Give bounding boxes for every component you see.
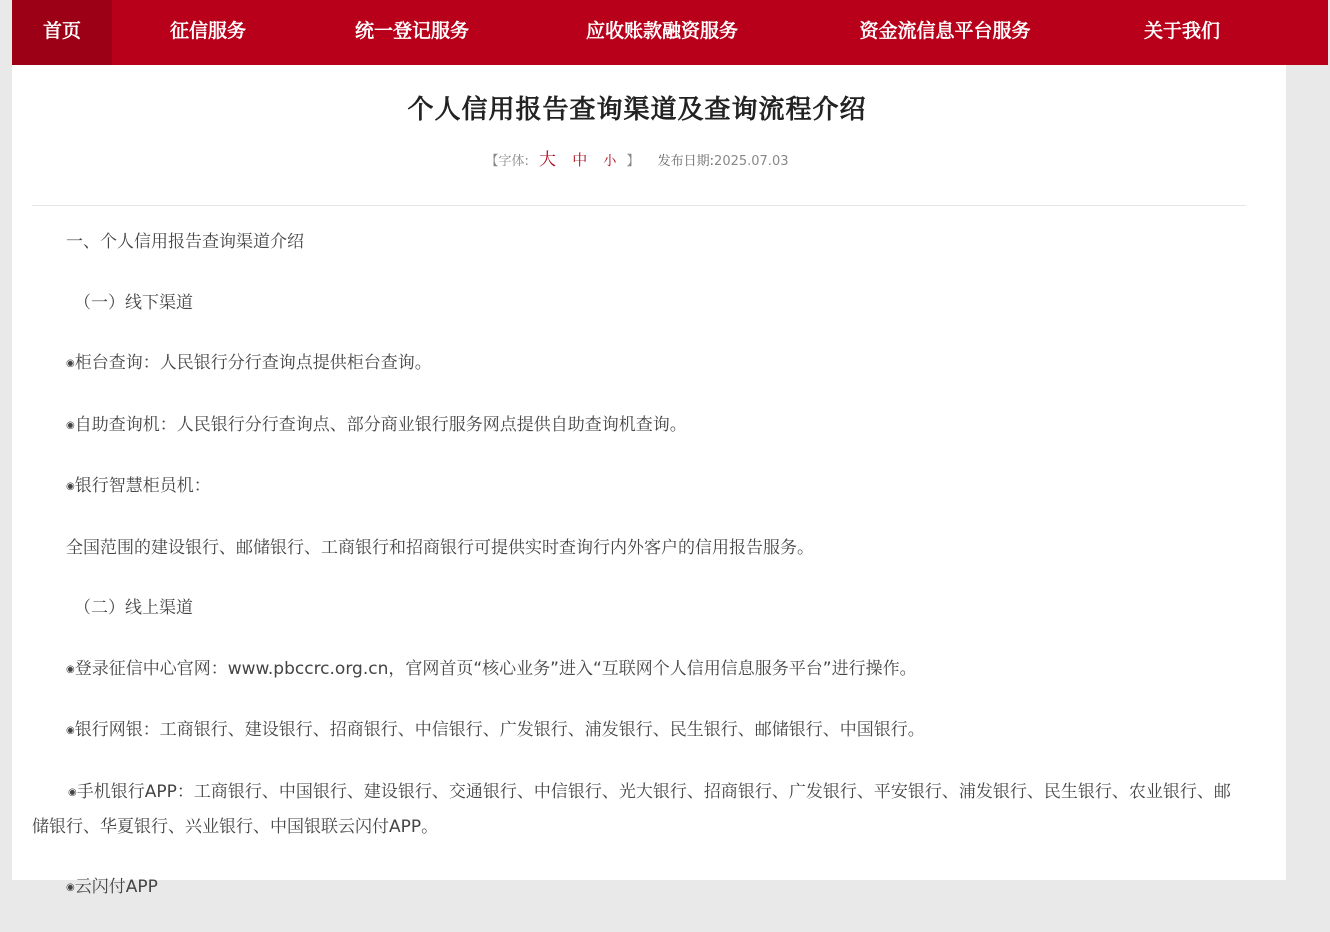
- bullet-icon: ◉: [66, 481, 75, 492]
- title-divider: [32, 205, 1246, 206]
- article-body: [32, 225, 1246, 932]
- nav-item-about-us[interactable]: 关于我们: [1143, 20, 1220, 42]
- section-heading: 一、个人信用报告查询渠道介绍: [66, 232, 304, 252]
- list-item: ◉手机银行APP：工商银行、中国银行、建设银行、交通银行、中信银行、光大银行、招商银行、广发银行、平安银行、浦发银行、民生银行、农业银行、邮储银行、华夏银行、兴业银行、中国银联云闪付APP。: [32, 781, 1231, 837]
- list-item: ◉银行智慧柜员机：: [66, 476, 211, 496]
- article-title: 个人信用报告查询渠道及查询流程介绍: [407, 95, 867, 125]
- top-navigation-bar: [12, 0, 1328, 65]
- font-size-small-button[interactable]: 小: [603, 154, 617, 169]
- page-side-gutter: [1286, 65, 1328, 880]
- list-item: ◉柜台查询：人民银行分行查询点提供柜台查询。: [66, 353, 432, 373]
- paragraph: 全国范围的建设银行、邮储银行、工商银行和招商银行可提供实时查询行内外客户的信用报告服务。: [66, 537, 814, 558]
- subsection-heading: （一）线下渠道: [74, 292, 193, 313]
- article-meta: [12, 145, 1262, 170]
- list-item: ◉云闪付APP: [66, 877, 158, 897]
- font-size-label-open: 【字体:: [485, 154, 529, 169]
- nav-item-home[interactable]: 首页: [12, 0, 112, 65]
- list-item: ◉自助查询机：人民银行分行查询点、部分商业银行服务网点提供自助查询机查询。: [66, 414, 687, 435]
- list-item: ◉银行网银：工商银行、建设银行、招商银行、中信银行、广发银行、浦发银行、民生银行、邮储银行、中国银行。: [66, 720, 925, 740]
- subsection-heading: （二）线上渠道: [74, 598, 193, 618]
- nav-item-credit-service[interactable]: 征信服务: [169, 20, 246, 42]
- list-item: ◉登录征信中心官网：www.pbccrc.org.cn，官网首页“核心业务”进入“互联网个人信用信息服务平台”进行操作。: [66, 658, 917, 679]
- font-size-medium-button[interactable]: 中: [572, 151, 588, 169]
- article-container: [12, 65, 1286, 897]
- bullet-icon: ◉: [68, 786, 77, 798]
- publish-date-label: 发布日期:: [657, 154, 715, 169]
- font-size-large-button[interactable]: 大: [539, 150, 557, 170]
- nav-item-receivables-financing[interactable]: 应收账款融资服务: [585, 20, 738, 42]
- bullet-icon: ◉: [66, 725, 75, 736]
- nav-item-unified-registration[interactable]: 统一登记服务: [354, 20, 469, 42]
- publish-date: 2025.07.03: [714, 154, 789, 169]
- bullet-icon: ◉: [66, 419, 75, 431]
- nav-item-fund-flow-platform[interactable]: 资金流信息平台服务: [859, 20, 1031, 42]
- font-size-label-close: 】: [626, 154, 640, 169]
- bullet-icon: ◉: [66, 882, 75, 893]
- bullet-icon: ◉: [66, 663, 75, 675]
- bullet-icon: ◉: [66, 358, 75, 369]
